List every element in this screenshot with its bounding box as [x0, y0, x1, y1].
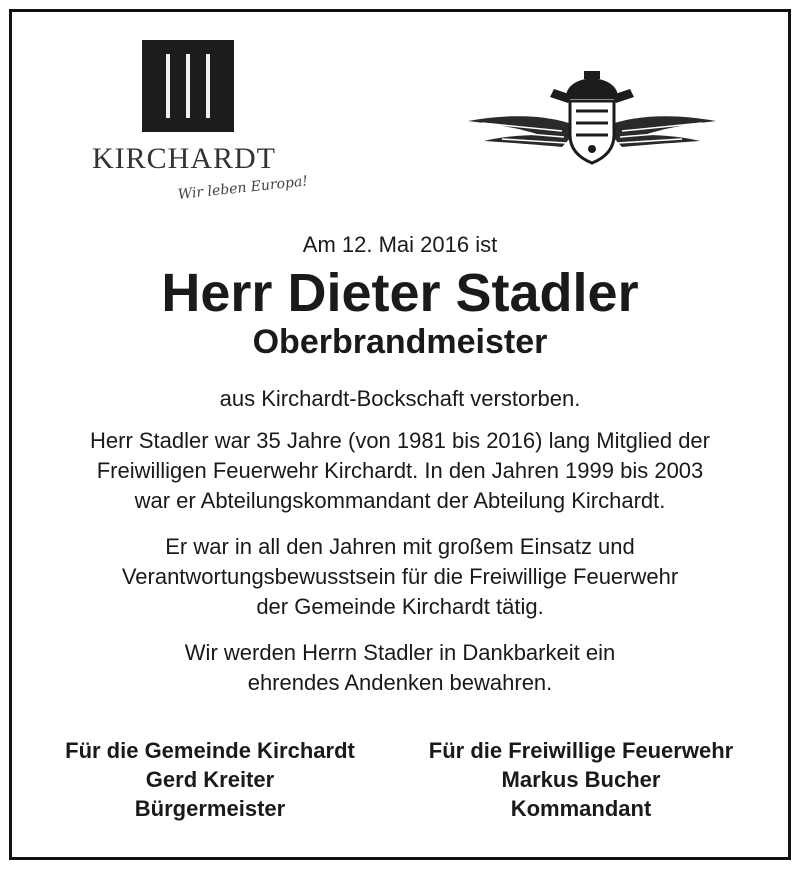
- signature-name: Markus Bucher: [501, 767, 661, 792]
- text-line: war er Abteilungskommandant der Abteilung Kirchardt.: [134, 488, 666, 514]
- text-line: Er war in all den Jahren mit großem Einsatz und: [165, 534, 635, 560]
- signature-role: Bürgermeister: [134, 796, 286, 821]
- kirchardt-logo-slogan: Wir leben Europa!: [177, 173, 309, 203]
- signature-name: Gerd Kreiter: [145, 767, 275, 792]
- text-line: der Gemeinde Kirchardt tätig.: [256, 594, 544, 620]
- signature-municipality: [35, 736, 385, 823]
- kirchardt-logo-name: KIRCHARDT: [92, 142, 277, 175]
- notice-body: [0, 232, 800, 698]
- intro-line: Am 12. Mai 2016 ist: [302, 232, 498, 257]
- deceased-rank: Oberbrandmeister: [252, 323, 548, 362]
- signature-org: Für die Freiwillige Feuerwehr: [428, 738, 734, 763]
- origin-line: aus Kirchardt-Bockschaft verstorben.: [219, 386, 581, 412]
- kirchardt-logo-mark: [142, 40, 234, 132]
- signature-role: Kommandant: [510, 796, 652, 821]
- text-line: Verantwortungsbewusstsein für die Freiwillige Feuerwehr: [121, 564, 679, 590]
- paragraph-remembrance: [0, 638, 800, 698]
- signature-fire-brigade: [400, 736, 762, 823]
- text-line: Wir werden Herrn Stadler in Dankbarkeit ein: [184, 640, 616, 666]
- text-line: Herr Stadler war 35 Jahre (von 1981 bis 2016) lang Mitglied der: [90, 428, 710, 454]
- paragraph-membership: [0, 426, 800, 516]
- fire-brigade-emblem-icon: [462, 55, 722, 180]
- signature-org: Für die Gemeinde Kirchardt: [65, 738, 355, 763]
- text-line: ehrendes Andenken bewahren.: [247, 670, 553, 696]
- text-line: Freiwilligen Feuerwehr Kirchardt. In den Jahren 1999 bis 2003: [96, 458, 704, 484]
- paragraph-commitment: [0, 532, 800, 622]
- deceased-name: Herr Dieter Stadler: [161, 263, 639, 323]
- kirchardt-logo: [80, 32, 350, 222]
